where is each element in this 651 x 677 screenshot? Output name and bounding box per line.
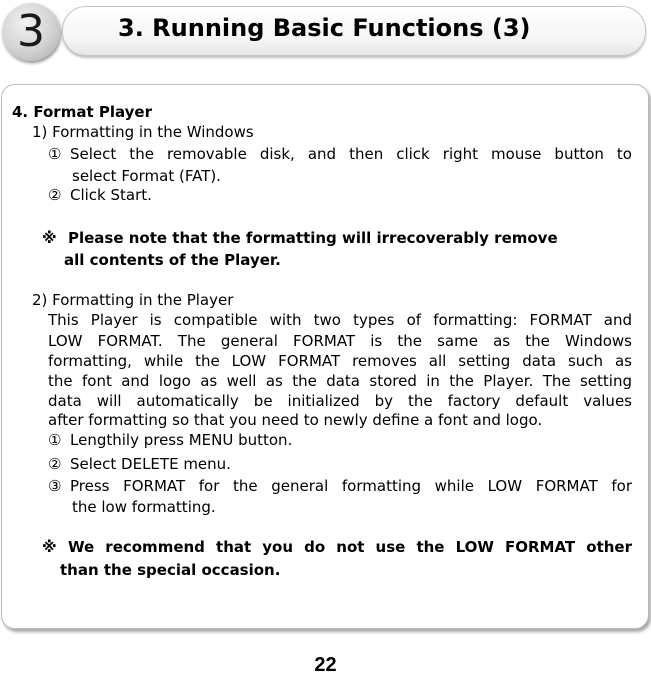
step-marker: ② (48, 186, 62, 204)
part1-step-2 (48, 186, 152, 204)
part1-step-1-cont: select Format (FAT). (72, 167, 221, 185)
step-text: Click Start. (70, 186, 152, 204)
part1-note-cont: all contents of the Player. (64, 251, 281, 269)
note-text: We recommend that you do not use the LOW FORMAT other (68, 538, 632, 556)
section-heading: 4. Format Player (12, 103, 152, 121)
chapter-number-badge: 3 (2, 3, 60, 61)
part2-step-1 (48, 431, 292, 449)
note-marker: ※ (42, 538, 57, 556)
part2-note-cont: than the special occasion. (60, 561, 281, 579)
part2-step-2 (48, 455, 231, 473)
paragraph-line: formatting, while the LOW FORMAT removes all setting data such as (48, 352, 632, 370)
part2-note (42, 538, 632, 556)
part1-step-1 (48, 145, 632, 163)
paragraph-line: LOW FORMAT. The general FORMAT is the same as the Windows (48, 332, 632, 350)
step-marker: ① (48, 145, 62, 163)
paragraph-line: after formatting so that you need to newly define a font and logo. (48, 411, 543, 429)
step-text: Select DELETE menu. (70, 455, 231, 473)
note-marker: ※ (42, 229, 57, 247)
step-text: Select the removable disk, and then click right mouse button to (70, 145, 632, 163)
part2-step-3 (48, 477, 632, 495)
step-text: Press FORMAT for the general formatting while LOW FORMAT for (70, 477, 632, 495)
paragraph-line: the font and logo as well as the data stored in the Player. The setting (48, 372, 632, 390)
part2-step-3-cont: the low formatting. (72, 498, 216, 516)
paragraph-line: This Player is compatible with two types of formatting: FORMAT and (48, 311, 632, 329)
part2-title: 2) Formatting in the Player (32, 291, 234, 309)
step-text: Lengthily press MENU button. (70, 431, 293, 449)
part1-title: 1) Formatting in the Windows (32, 123, 254, 141)
page-title: 3. Running Basic Functions (3) (118, 14, 531, 42)
step-marker: ③ (48, 477, 62, 495)
part1-note (42, 229, 558, 247)
step-marker: ② (48, 455, 62, 473)
step-marker: ① (48, 431, 62, 449)
page-number: 22 (314, 654, 337, 676)
paragraph-line: data will automatically be initialized by the factory default values (48, 392, 632, 410)
note-text: Please note that the formatting will irrecoverably remove (68, 229, 558, 247)
